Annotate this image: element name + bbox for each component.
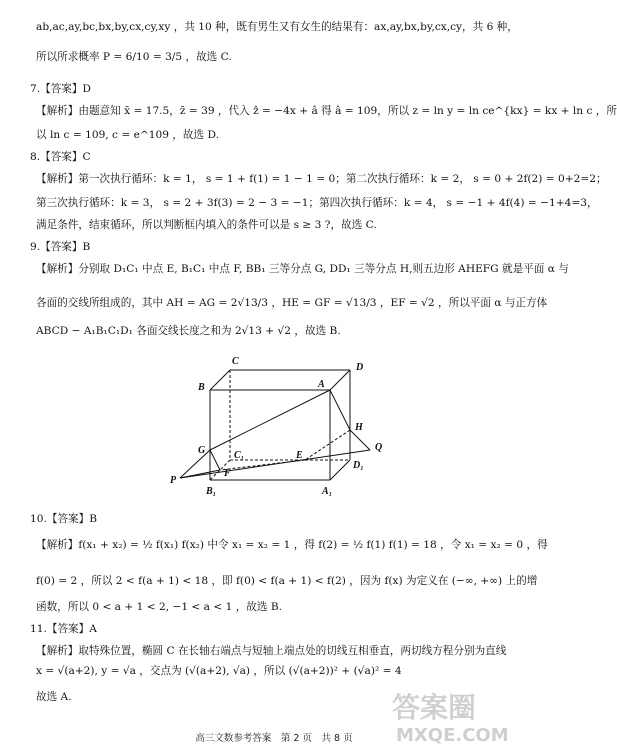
vertex-label-d1: D₁: [353, 460, 364, 471]
text-line: 故选 A.: [36, 691, 72, 703]
point-label-h: H: [355, 422, 363, 433]
point-label-g: G: [198, 445, 206, 456]
vertex-label-a1: A₁: [322, 486, 333, 497]
text-line: 【解析】由题意知 x̄ = 17.5，z̄ = 39 ，代入 ẑ = −4x + â 得 â = 109，所以 z = ln y = ln ce^{kx} = kx + ln c ，所: [36, 105, 617, 117]
watermark-logo: [382, 687, 542, 747]
watermark-text: 答案圈: [392, 691, 477, 724]
text-line: 第三次执行循环：k = 3， s = 2 + 3f(3) = 2 − 3 = −1；第四次执行循环：k = 4， s = −1 + 4f(4) = −1+4=3，: [36, 197, 598, 209]
text-line: 【解析】取特殊位置，椭圆 C 在长轴右端点与短轴上端点处的切线互相垂直，两切线方程分别为直线: [36, 645, 507, 657]
watermark-url: MXQE.COM: [396, 725, 509, 746]
question-7-answer: 7.【答案】D: [30, 83, 91, 95]
text-line: 各面的交线所组成的，其中 AH = AG = 2√13/3 ，HE = GF = √13/3 ，EF = √2 ，所以平面 α 与正方体: [36, 297, 548, 309]
vertex-label-c1: C₁: [234, 450, 245, 461]
text-line: ABCD − A₁B₁C₁D₁ 各面交线长度之和为 2√13 + √2 ，故选 B.: [36, 325, 341, 337]
question-9-answer: 9.【答案】B: [30, 241, 91, 253]
text-line: x = √(a+2), y = √a ，交点为 (√(a+2), √a) ，所以 (√(a+2))² + (√a)² = 4: [36, 665, 402, 677]
vertex-label-c: C: [232, 356, 239, 367]
vertex-label-a: A: [318, 379, 325, 390]
text-line: 以 ln c = 109, c = e^109 ，故选 D.: [36, 129, 219, 141]
text-line: 函数，所以 0 < a + 1 < 2, −1 < a < 1 ，故选 B.: [36, 601, 283, 613]
text-line: ab,ac,ay,bc,bx,by,cx,cy,xy ，共 10 种，既有男生又有女生的结果有：ax,ay,bx,by,cx,cy，共 6 种，: [36, 21, 518, 33]
point-label-q: Q: [375, 442, 383, 453]
question-11-answer: 11.【答案】A: [30, 623, 97, 635]
text-line: 【解析】第一次执行循环：k = 1， s = 1 + f(1) = 1 − 1 = 0；第二次执行循环：k = 2， s = 0 + 2f(2) = 0+2=2；: [36, 173, 607, 185]
vertex-label-b1: B₁: [206, 486, 217, 497]
text-line: 满足条件，结束循环，所以判断框内填入的条件可以是 s ≥ 3 ?，故选 C.: [36, 219, 377, 231]
cube-figure: [170, 350, 400, 500]
point-label-e: E: [296, 450, 303, 461]
text-line: 所以所求概率 P = 6/10 = 3/5 ，故选 C.: [36, 51, 232, 63]
vertex-label-b: B: [198, 382, 205, 393]
point-label-p: P: [170, 475, 177, 486]
vertex-label-d: D: [356, 362, 364, 373]
point-label-f: F: [224, 468, 231, 479]
text-line: f(0) = 2 ，所以 2 < f(a + 1) < 18 ，即 f(0) < f(a + 1) < f(2) ，因为 f(x) 为定义在 (−∞, +∞) 上的增: [36, 575, 538, 587]
question-10-answer: 10.【答案】B: [30, 513, 98, 525]
question-8-answer: 8.【答案】C: [30, 151, 91, 163]
text-line: 【解析】f(x₁ + x₂) = ½ f(x₁) f(x₂) 中令 x₁ = x₂ = 1 ，得 f(2) = ½ f(1) f(1) = 18 ，令 x₁ = x₂ = 0 ，得: [36, 539, 548, 551]
text-line: 【解析】分别取 D₁C₁ 中点 E, B₁C₁ 中点 F, BB₁ 三等分点 G, DD₁ 三等分点 H,则五边形 AHEFG 就是平面 α 与: [36, 263, 569, 275]
page-footer: 高三文数参考答案 第 2 页 共 8 页: [195, 733, 353, 744]
